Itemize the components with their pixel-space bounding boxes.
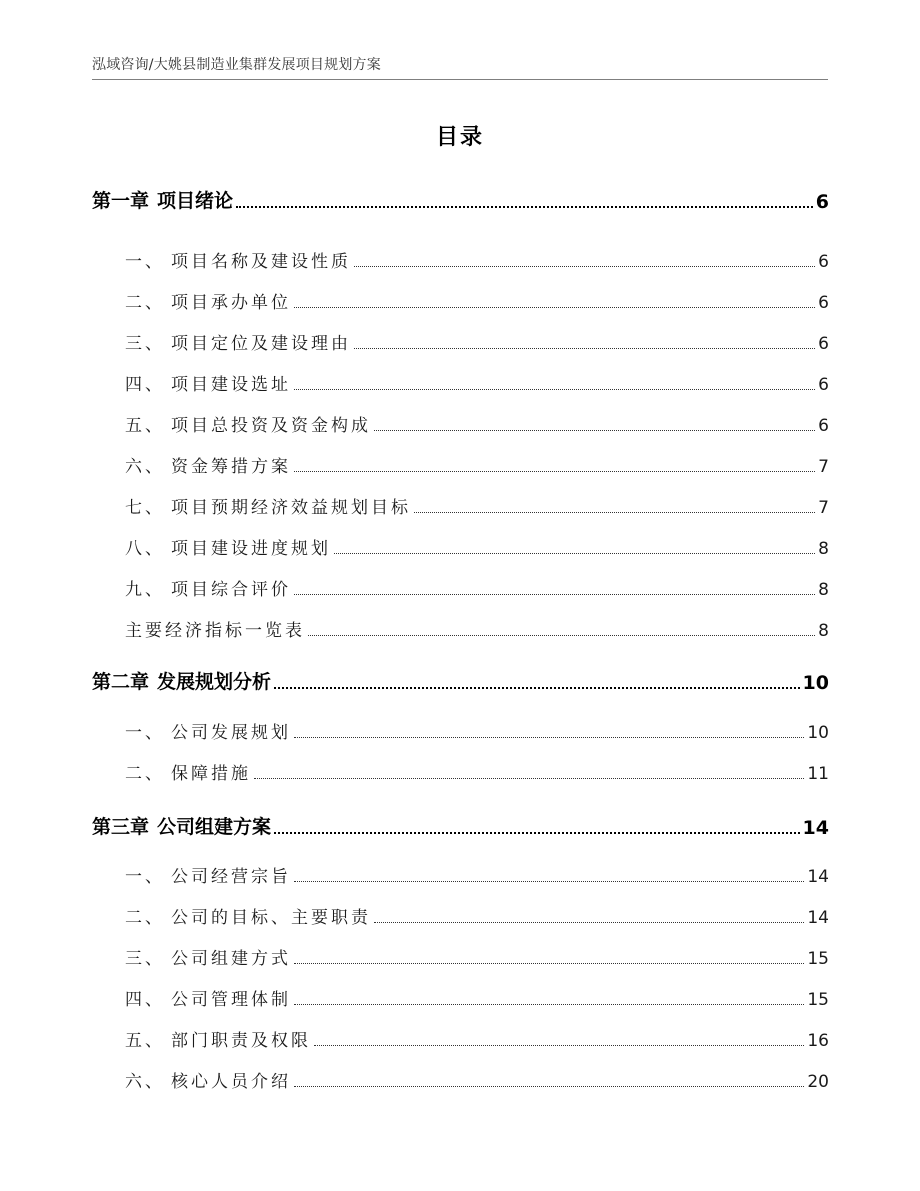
toc-entry-number: 五、	[125, 416, 165, 436]
toc-section-entry[interactable]	[125, 329, 829, 354]
toc-entry-number: 六、	[125, 1072, 165, 1092]
dot-leader	[236, 206, 813, 208]
toc-entry-title: 核心人员介绍	[171, 1072, 291, 1092]
toc-entry-number: 八、	[125, 539, 165, 559]
toc-page-number: 7	[818, 457, 829, 477]
toc-section-entry[interactable]	[125, 616, 829, 641]
dot-leader	[294, 1086, 804, 1087]
toc-page-number: 6	[818, 293, 829, 313]
toc-entry-number: 一、	[125, 867, 165, 887]
toc-entry-number: 第一章	[92, 190, 150, 212]
header-divider	[92, 79, 828, 80]
toc-entry-title: 公司的目标、主要职责	[171, 908, 371, 928]
toc-entry-title: 公司组建方式	[171, 949, 291, 969]
toc-section-entry[interactable]	[125, 944, 829, 969]
dot-leader	[374, 430, 815, 431]
toc-section-entry[interactable]	[125, 759, 829, 784]
toc-page-number: 6	[818, 375, 829, 395]
toc-page-number: 8	[818, 539, 829, 559]
toc-entry-title: 公司发展规划	[171, 723, 291, 743]
toc-entry-title: 项目建设进度规划	[171, 539, 331, 559]
dot-leader	[294, 1004, 804, 1005]
toc-entry-number: 第二章	[92, 671, 150, 693]
toc-title: 目录	[435, 125, 484, 150]
toc-page-number: 10	[802, 672, 829, 694]
running-header: 泓域咨询/大姚县制造业集群发展项目规划方案	[92, 57, 381, 73]
toc-entry-title: 公司管理体制	[171, 990, 291, 1010]
toc-entry-title: 主要经济指标一览表	[125, 621, 305, 641]
dot-leader	[294, 594, 815, 595]
toc-page-number: 15	[807, 990, 829, 1010]
toc-entry-title: 项目绪论	[157, 190, 234, 212]
toc-entry-number: 一、	[125, 723, 165, 743]
toc-entry-title: 项目名称及建设性质	[171, 252, 351, 272]
toc-page-number: 15	[807, 949, 829, 969]
toc-page-number: 6	[818, 334, 829, 354]
toc-page-number: 14	[807, 908, 829, 928]
toc-section-entry[interactable]	[125, 452, 829, 477]
toc-page-number: 6	[818, 416, 829, 436]
toc-entry-number: 五、	[125, 1031, 165, 1051]
toc-page-number: 6	[815, 191, 829, 213]
toc-entry-title: 公司经营宗旨	[171, 867, 291, 887]
dot-leader	[294, 307, 815, 308]
toc-section-entry[interactable]	[125, 247, 829, 272]
toc-entry-number: 第三章	[92, 816, 150, 838]
dot-leader	[274, 832, 800, 834]
toc-chapter-entry[interactable]	[92, 667, 829, 694]
dot-leader	[308, 635, 815, 636]
toc-page-number: 16	[807, 1031, 829, 1051]
toc-page-number: 20	[807, 1072, 829, 1092]
dot-leader	[294, 389, 815, 390]
toc-chapter-entry[interactable]	[92, 812, 829, 839]
toc-entry-title: 资金筹措方案	[171, 457, 291, 477]
toc-section-entry[interactable]	[125, 985, 829, 1010]
toc-entry-number: 四、	[125, 375, 165, 395]
toc-section-entry[interactable]	[125, 534, 829, 559]
toc-entry-title: 项目综合评价	[171, 580, 291, 600]
toc-entry-title: 发展规划分析	[157, 671, 272, 693]
toc-entry-number: 二、	[125, 293, 165, 313]
toc-chapter-entry[interactable]	[92, 186, 829, 213]
toc-entry-title: 项目建设选址	[171, 375, 291, 395]
toc-entry-number: 三、	[125, 949, 165, 969]
toc-page-number: 8	[818, 621, 829, 641]
dot-leader	[314, 1045, 804, 1046]
dot-leader	[354, 348, 815, 349]
toc-entry-title: 部门职责及权限	[171, 1031, 311, 1051]
toc-entry-number: 三、	[125, 334, 165, 354]
toc-page-number: 6	[818, 252, 829, 272]
toc-section-entry[interactable]	[125, 575, 829, 600]
toc-section-entry[interactable]	[125, 1067, 829, 1092]
toc-section-entry[interactable]	[125, 903, 829, 928]
toc-entry-title: 项目定位及建设理由	[171, 334, 351, 354]
toc-page-number: 14	[807, 867, 829, 887]
toc-section-entry[interactable]	[125, 411, 829, 436]
toc-entry-number: 二、	[125, 908, 165, 928]
toc-page-number: 14	[802, 817, 829, 839]
dot-leader	[294, 471, 815, 472]
toc-section-entry[interactable]	[125, 862, 829, 887]
toc-entry-title: 项目总投资及资金构成	[171, 416, 371, 436]
toc-section-entry[interactable]	[125, 493, 829, 518]
toc-entry-number: 二、	[125, 764, 165, 784]
toc-page-number: 8	[818, 580, 829, 600]
toc-page-number: 11	[807, 764, 829, 784]
toc-section-entry[interactable]	[125, 1026, 829, 1051]
dot-leader	[374, 922, 804, 923]
dot-leader	[294, 963, 804, 964]
toc-page-number: 10	[807, 723, 829, 743]
toc-entry-number: 四、	[125, 990, 165, 1010]
toc-entry-number: 七、	[125, 498, 165, 518]
toc-entry-number: 一、	[125, 252, 165, 272]
toc-page-number: 7	[818, 498, 829, 518]
toc-entry-number: 九、	[125, 580, 165, 600]
toc-entry-title: 项目承办单位	[171, 293, 291, 313]
dot-leader	[354, 266, 815, 267]
toc-entry-title: 保障措施	[171, 764, 251, 784]
dot-leader	[414, 512, 815, 513]
dot-leader	[254, 778, 804, 779]
dot-leader	[274, 687, 800, 689]
toc-section-entry[interactable]	[125, 370, 829, 395]
dot-leader	[334, 553, 815, 554]
dot-leader	[294, 737, 804, 738]
toc-section-entry[interactable]	[125, 288, 829, 313]
toc-entry-number: 六、	[125, 457, 165, 477]
toc-section-entry[interactable]	[125, 718, 829, 743]
toc-entry-title: 项目预期经济效益规划目标	[171, 498, 411, 518]
dot-leader	[294, 881, 804, 882]
toc-entry-title: 公司组建方案	[157, 816, 272, 838]
